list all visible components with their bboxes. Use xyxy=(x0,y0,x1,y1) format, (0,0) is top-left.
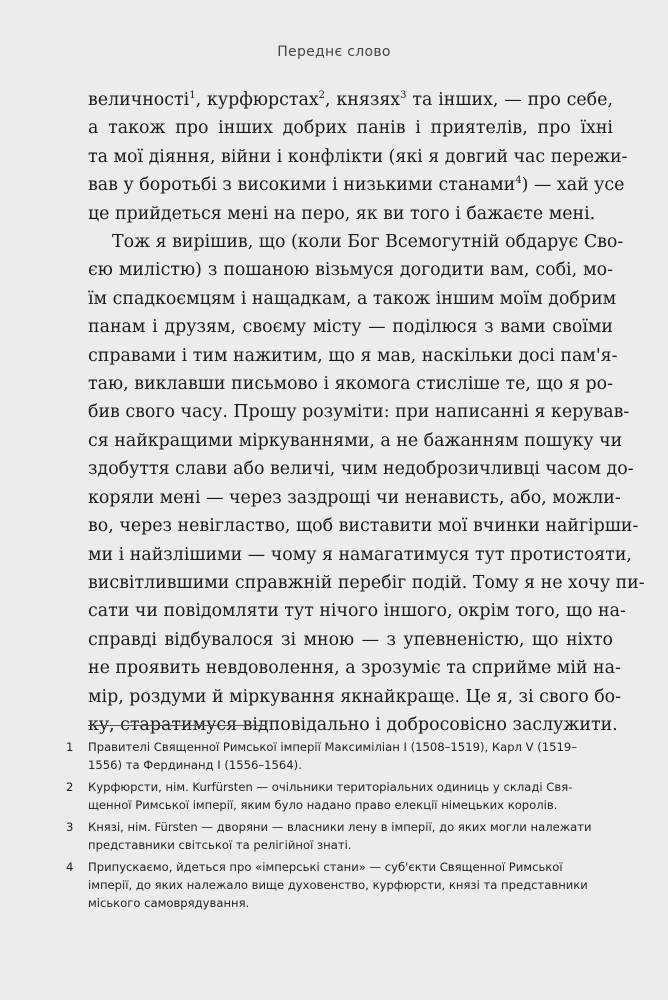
footnote-line: Курфюрсти, нім. Kurfürsten — очільники територіальних одиниць у складі Свя- xyxy=(88,780,573,794)
text-line: а також про інших добрих панів і приятелів, про їхні xyxy=(88,118,613,139)
footnote-1 xyxy=(66,738,626,774)
text-line: мір, роздуми й міркування якнайкраще. Це я, зі свого бо- xyxy=(88,686,622,707)
text-line: це прийдеться мені на перо, як ви того і бажаєте мені. xyxy=(88,203,596,224)
text-line: коряли мені — через заздрощі чи ненависть, або, можли- xyxy=(88,487,621,508)
footnote-ref-1[interactable]: 1 xyxy=(189,90,196,102)
text-line-4 xyxy=(88,171,625,199)
text-fragment: та інших, — про себе, xyxy=(406,90,613,110)
footnotes xyxy=(66,738,626,916)
text-fragment: вав у боротьбі з високими і низькими станами xyxy=(88,175,516,196)
text-fragment: , князях xyxy=(325,90,401,110)
footnote-ref-2[interactable]: 2 xyxy=(318,90,326,102)
text-line: здобуття слави або величі, чим недоброзичливці часом до- xyxy=(88,459,634,480)
footnote-number: 1 xyxy=(66,740,74,754)
footnote-3 xyxy=(66,818,626,854)
footnote-ref-4[interactable]: 4 xyxy=(515,175,522,187)
text-line: справді відбувалося зі мною — з упевненістю, що ніхто xyxy=(88,629,613,650)
text-line: бив свого часу. Прошу розуміти: при написанні я керував- xyxy=(88,402,630,423)
footnote-line: міського самоврядування. xyxy=(88,896,250,910)
text-line: ку, старатимуся відповідально і добросовісно заслужити. xyxy=(88,714,618,735)
footnote-line: Припускаємо, йдеться про «імперські стани» — суб'єкти Священної Римської xyxy=(88,860,563,874)
footnote-number: 2 xyxy=(66,780,74,794)
main-text xyxy=(88,86,645,739)
footnote-divider xyxy=(88,725,266,726)
text-line: не проявить невдоволення, а зрозуміє та сприйме мій на- xyxy=(88,658,621,679)
text-line: панам і друзям, своєму місту — поділюся з вами своїми xyxy=(88,317,613,338)
text-line: єю милістю) з пошаною візьмуся догодити вам, собі, мо- xyxy=(88,260,613,281)
text-line: сати чи повідомляти тут нічого іншого, окрім того, що на- xyxy=(88,601,626,622)
footnote-line: представники світської та релігійної знаті. xyxy=(88,838,352,852)
footnote-4 xyxy=(66,858,626,912)
paragraph-start-line: Тож я вирішив, що (коли Бог Всемогутній обдарує Сво- xyxy=(112,232,624,253)
footnote-line: імперії, до яких належало вище духовенство, курфюрсти, князі та представники xyxy=(88,878,588,892)
footnote-line: Правителі Священної Римської імперії Максиміліан I (1508–1519), Карл V (1519– xyxy=(88,740,578,754)
text-line: їм спадкоємцям і нащадкам, а також іншим моїм добрим xyxy=(88,288,617,309)
text-line: ми і найзлішими — чому я намагатимуся тут протистояти, xyxy=(88,544,632,565)
footnote-line: 1556) та Фердинанд I (1556–1564). xyxy=(88,758,302,772)
footnote-ref-3[interactable]: 3 xyxy=(400,90,407,102)
text-line-1 xyxy=(88,86,613,114)
text-fragment: величності xyxy=(88,90,190,110)
text-line: та мої діяння, війни і конфлікти (які я довгий час пережи- xyxy=(88,146,628,167)
footnote-line: Князі, нім. Fürsten — дворяни — власники лену в імперії, до яких могли належати xyxy=(88,820,592,834)
text-line: справами і тим нажитим, що я мав, наскільки досі пам'я- xyxy=(88,345,618,366)
text-line: во, через невігластво, щоб виставити мої вчинки найгірши- xyxy=(88,516,639,537)
footnote-number: 3 xyxy=(66,820,74,834)
footnote-line: щенної Римської імперії, яким було надано право елекції німецьких королів. xyxy=(88,798,558,812)
text-fragment: ) — хай усе xyxy=(521,175,625,196)
footnote-number: 4 xyxy=(66,860,74,874)
text-line: таю, виклавши письмово і якомога стисліше те, що я ро- xyxy=(88,374,613,395)
text-line: висвітлившими справжній перебіг подій. Тому я не хочу пи- xyxy=(88,572,645,593)
footnote-2 xyxy=(66,778,626,814)
running-head: Переднє слово xyxy=(277,44,391,60)
text-fragment: , курфюрстах xyxy=(195,90,319,110)
text-line: ся найкращими міркуваннями, а не бажанням пошуку чи xyxy=(88,430,623,451)
